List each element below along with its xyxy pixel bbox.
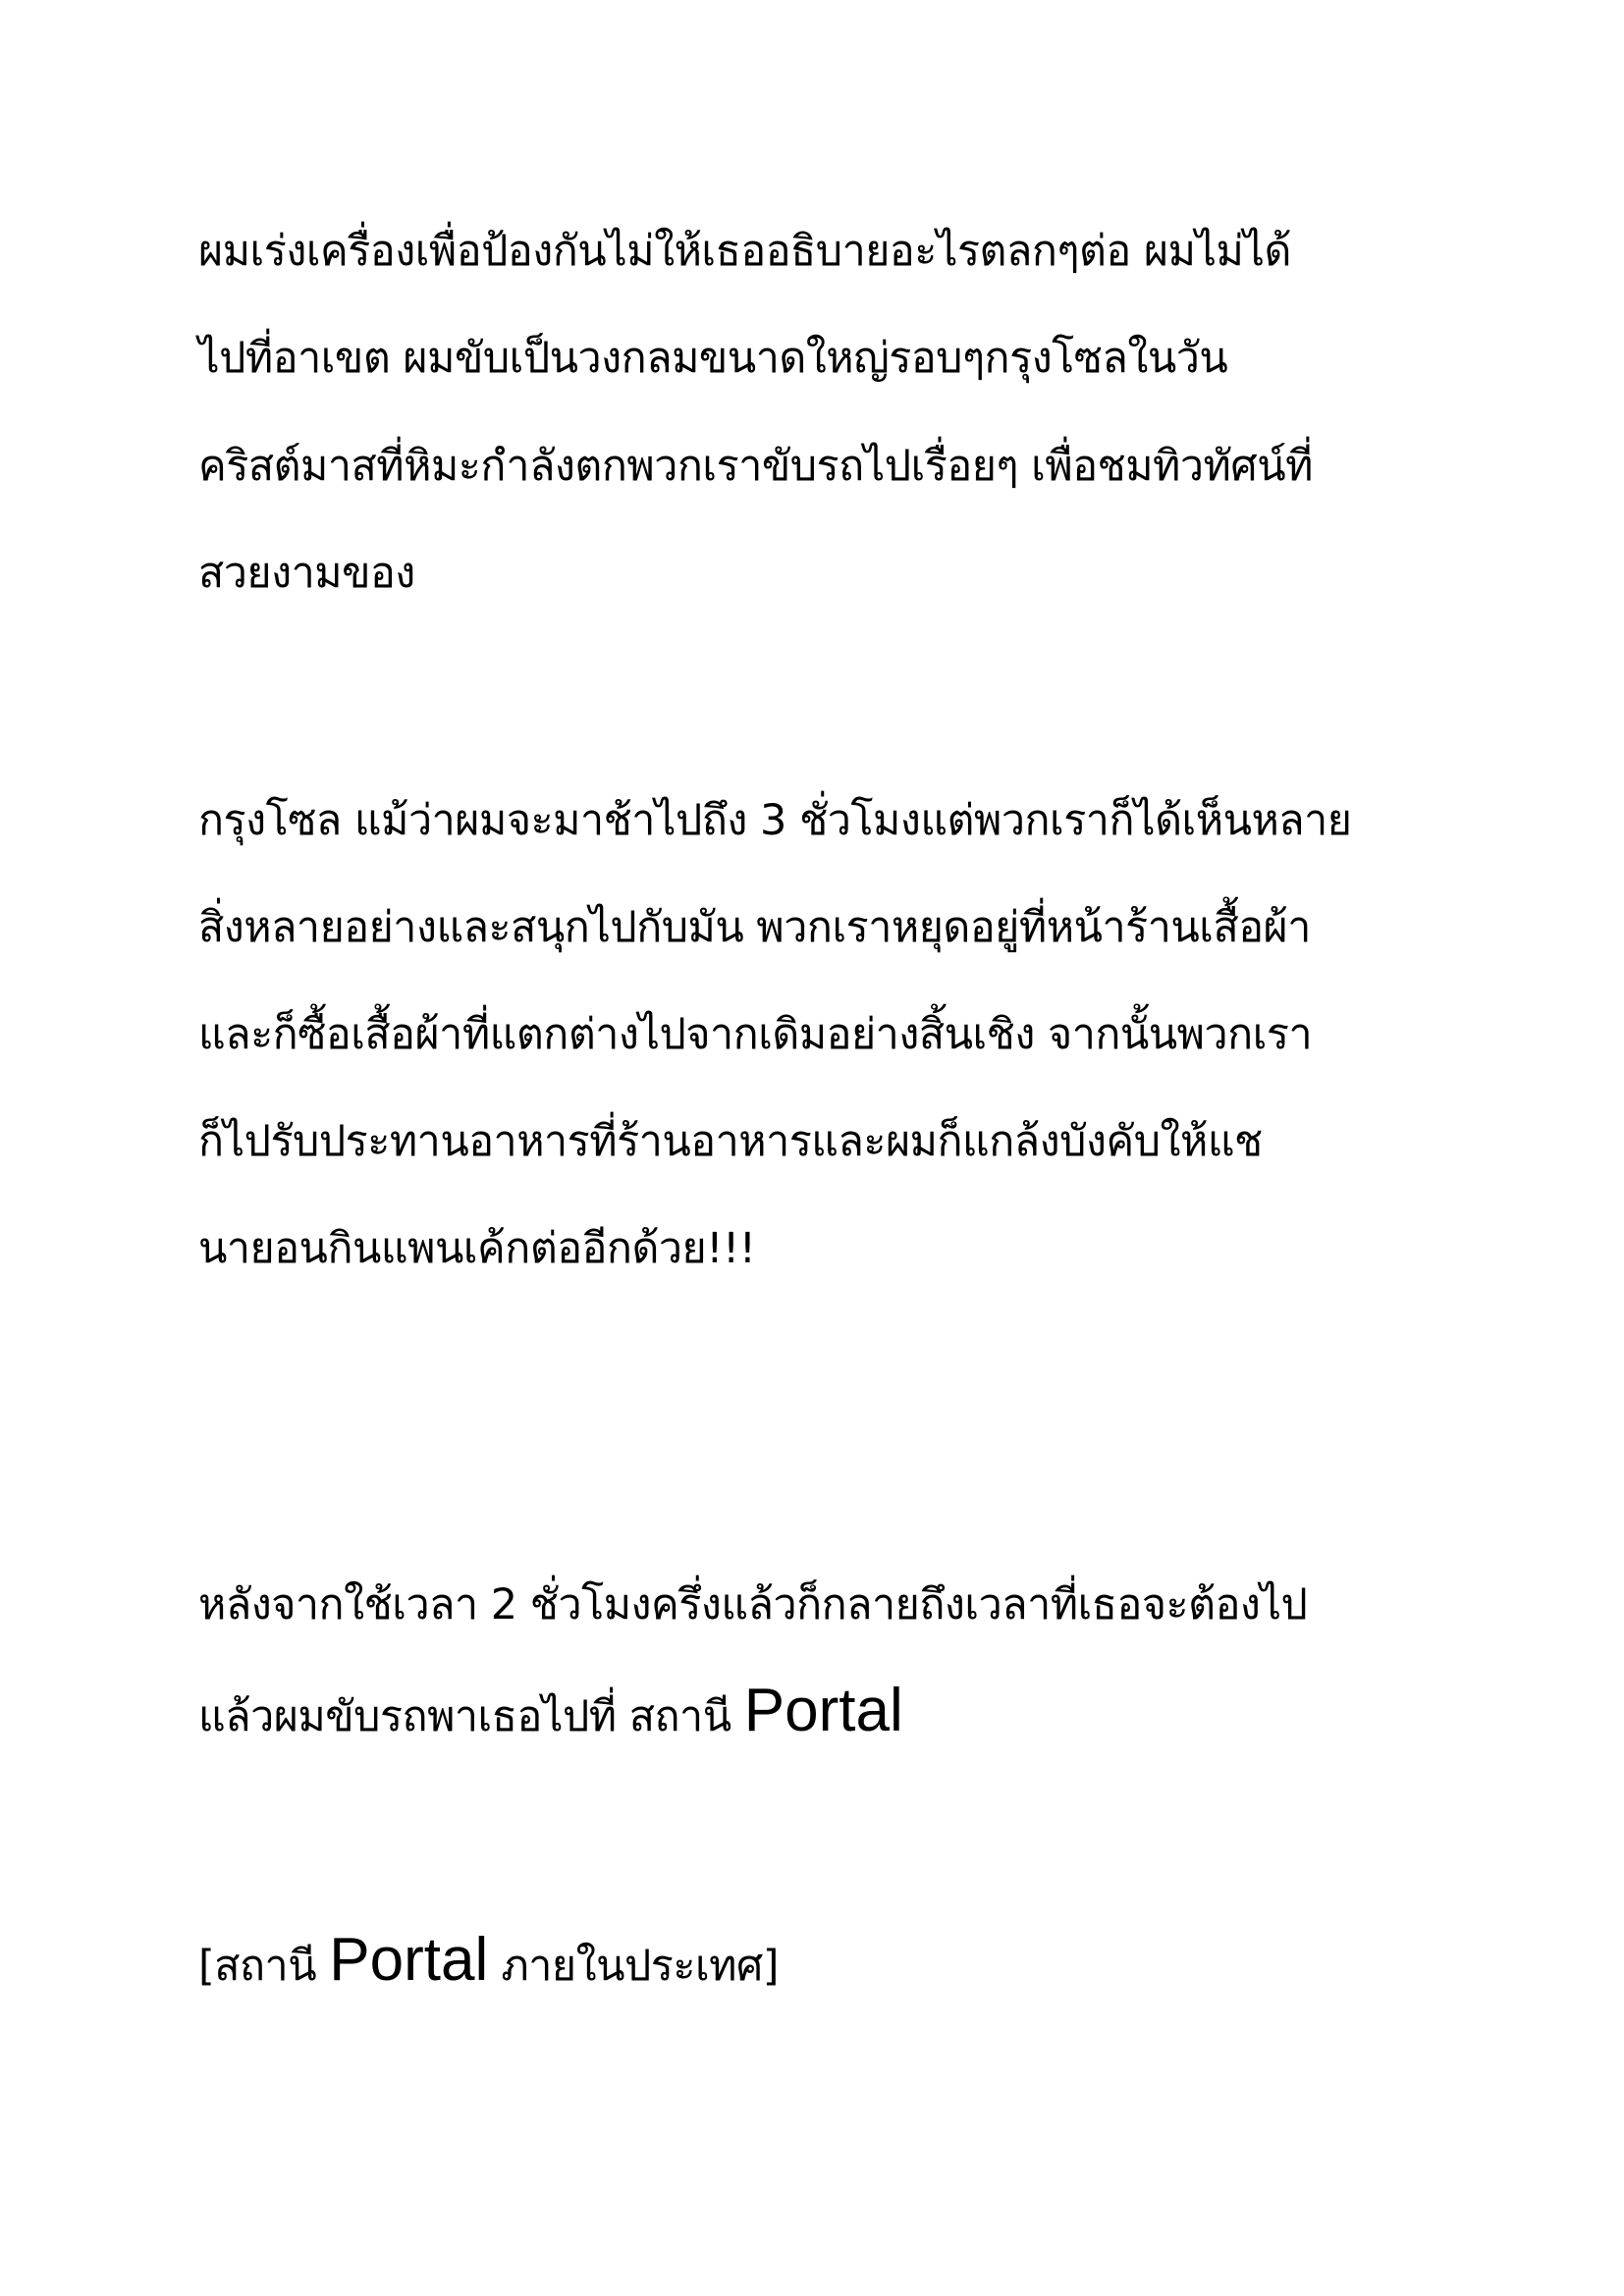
paragraph-2-line-1: กรุงโซล แม้ว่าผมจะมาช้าไปถึง 3 ชั่วโมงแต่พวกเราก็ได้เห็นหลาย: [198, 796, 1352, 845]
paragraph-2-line-4: ก็ไปรับประทานอาหารที่ร้านอาหารและผมก็แกล้งบังคับให้แช: [198, 1117, 1263, 1166]
paragraph-3-line-2-text: แล้วผมขับรถพาเธอไปที่ สถานี: [198, 1692, 744, 1741]
paragraph-3-line-2: [198, 1677, 903, 1746]
bracket-open-text: [สถานี: [198, 1942, 330, 1991]
portal-word-2: Portal: [329, 1926, 489, 1994]
paragraph-1-line-1: ผมเร่งเครื่องเพื่อป้องกันไม่ให้เธออธิบายอะไรตลกๆต่อ ผมไม่ได้: [198, 227, 1291, 276]
bracket-rest-text: ภายในประเทศ]: [488, 1942, 780, 1991]
paragraph-4-line-1: [198, 1926, 780, 1996]
paragraph-3-line-1: หลังจากใช้เวลา 2 ชั่วโมงครึ่งแล้วก็กลายถึงเวลาที่เธอจะต้องไป: [198, 1580, 1308, 1629]
paragraph-1-line-4: สวยงามของ: [198, 549, 415, 598]
portal-word: Portal: [743, 1677, 903, 1744]
paragraph-1-line-3: คริสต์มาสที่หิมะกำลังตกพวกเราขับรถไปเรื่อยๆ เพื่อชมทิวทัศน์ที่: [198, 442, 1313, 491]
paragraph-2-line-2: สิ่งหลายอย่างและสนุกไปกับมัน พวกเราหยุดอยู่ที่หน้าร้านเสื้อผ้า: [198, 903, 1311, 952]
paragraph-1-line-2: ไปที่อาเขต ผมขับเป็นวงกลมขนาดใหญ่รอบๆกรุงโซลในวัน: [198, 334, 1228, 383]
paragraph-2-line-5: นายอนกินแพนเค้กต่ออีกด้วย!!!: [198, 1224, 756, 1273]
paragraph-2-line-3: และก็ซื้อเสื้อผ้าที่แตกต่างไปจากเดิมอย่างสิ้นเชิง จากนั้นพวกเรา: [198, 1010, 1313, 1059]
